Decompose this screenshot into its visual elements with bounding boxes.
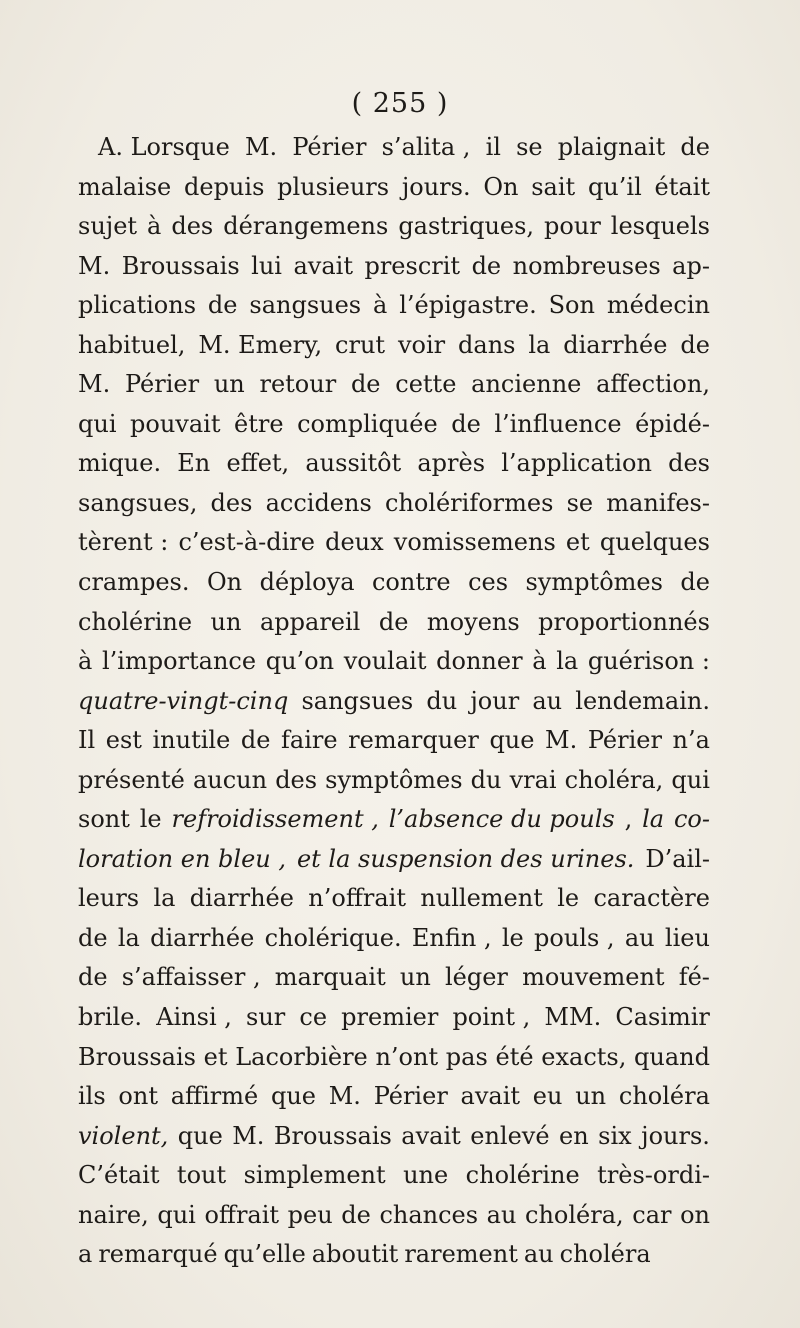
text-word: Son: [548, 291, 595, 320]
text-word: très-ordi-: [597, 1161, 710, 1190]
text-line: [78, 682, 710, 722]
text-word: lesquels: [610, 212, 710, 241]
text-word: aucun: [192, 765, 268, 794]
text-line: [78, 247, 710, 287]
text-word: ces: [468, 568, 509, 597]
text-word: voulait: [343, 647, 427, 676]
text-word: de: [680, 133, 710, 161]
text-word: avait: [401, 1121, 461, 1150]
text-word: quelques: [599, 528, 710, 557]
text-word: s’affaisser ,: [121, 963, 261, 992]
text-word: plaignait: [557, 133, 666, 161]
text-line: [78, 405, 710, 445]
text-word: En: [177, 449, 211, 478]
text-word: que: [270, 1082, 316, 1111]
text-word: ce: [299, 1003, 328, 1032]
text-word: symptômes: [525, 568, 663, 597]
text-word: brile.: [78, 1003, 143, 1032]
text-word: A. Lorsque: [98, 133, 230, 161]
text-word: cholérine: [465, 1161, 580, 1190]
text-word: des: [668, 449, 710, 478]
text-word: fé-: [678, 963, 710, 992]
text-word: pour: [544, 212, 601, 241]
text-word: crampes.: [78, 568, 190, 597]
text-word: car: [632, 1200, 672, 1229]
text-word: diarrhée: [150, 923, 255, 952]
text-word: l’importance: [101, 647, 257, 676]
text-word: effet,: [226, 449, 290, 478]
text-word: sait: [531, 172, 576, 201]
text-word: à: [532, 647, 547, 676]
text-word: pouvait: [130, 409, 221, 438]
text-word: refroidissement ,: [171, 805, 379, 834]
text-word: premier: [341, 1003, 439, 1032]
text-word: Il: [78, 726, 96, 755]
text-word: un: [213, 370, 245, 399]
text-word: sangsues: [249, 291, 362, 320]
text-word: retour: [259, 370, 337, 399]
text-word: C’était: [78, 1161, 160, 1190]
text-word: sangsues: [301, 686, 414, 715]
text-word: point ,: [452, 1003, 531, 1032]
text-word: sur: [246, 1003, 286, 1032]
text-word: qui: [157, 1200, 196, 1229]
text-word: deux: [325, 528, 384, 557]
text-word: choléra: [559, 1240, 651, 1269]
text-word: de: [207, 291, 238, 320]
text-word: était: [654, 172, 710, 201]
text-word: jour: [470, 686, 520, 715]
text-word: en: [559, 1121, 589, 1150]
text-word: s’alita ,: [381, 133, 471, 161]
text-word: après: [417, 449, 486, 478]
text-word: la: [528, 330, 551, 359]
text-word: depuis: [184, 172, 265, 201]
text-word: vrai: [509, 765, 557, 794]
text-line: [78, 721, 710, 761]
text-word: sujet: [78, 212, 138, 241]
text-word: violent,: [78, 1121, 169, 1150]
text-word: l’application: [501, 449, 652, 478]
text-word: n’offrait: [308, 884, 406, 913]
text-word: prescrit: [364, 251, 461, 280]
text-word: un: [575, 1082, 607, 1111]
text-word: se: [566, 488, 594, 517]
text-word: M.: [232, 1121, 265, 1150]
text-word: affection,: [596, 370, 710, 399]
text-line: [78, 603, 710, 643]
text-line: [78, 444, 710, 484]
text-word: un: [210, 607, 242, 636]
text-word: diarrhée: [189, 884, 294, 913]
text-line: [78, 365, 710, 405]
text-word: Périer: [373, 1082, 448, 1111]
text-word: cholériformes: [384, 488, 554, 517]
text-word: des: [171, 212, 214, 241]
text-word: loration en bleu ,: [78, 844, 287, 873]
text-word: M.: [328, 1082, 361, 1111]
text-word: pas: [445, 1042, 488, 1071]
text-word: à: [78, 647, 93, 676]
text-word: chances: [379, 1200, 479, 1229]
text-word: avait: [293, 251, 353, 280]
text-word: avait: [460, 1082, 521, 1111]
text-word: rarement: [404, 1240, 518, 1269]
text-word: mouvement: [522, 963, 665, 992]
text-word: déploya: [259, 568, 355, 597]
text-word: mique.: [78, 449, 162, 478]
text-word: ils: [78, 1082, 106, 1111]
text-word: On: [483, 172, 519, 201]
text-word: qui: [671, 765, 710, 794]
text-word: jours.: [401, 172, 471, 201]
text-word: c’est-à-dire: [178, 528, 315, 557]
text-word: jours.: [641, 1121, 710, 1150]
text-word: qu’elle: [223, 1240, 306, 1269]
text-word: Casimir: [615, 1003, 710, 1032]
text-word: guérison :: [587, 647, 710, 676]
text-word: choléra,: [564, 765, 664, 794]
text-word: MM.: [544, 1003, 602, 1032]
text-word: lieu: [664, 923, 710, 952]
text-word: plications: [78, 291, 197, 320]
text-word: quand: [634, 1042, 710, 1071]
text-word: être: [234, 409, 284, 438]
text-word: ,: [624, 805, 633, 834]
text-word: peu: [287, 1200, 333, 1229]
text-word: au: [532, 686, 563, 715]
text-line: [78, 642, 710, 682]
text-line: [78, 879, 710, 919]
text-word: l’influence: [494, 409, 622, 438]
text-word: à: [147, 212, 162, 241]
text-word: affirmé: [170, 1082, 259, 1111]
text-word: M.: [545, 726, 578, 755]
text-line: [78, 800, 710, 840]
text-word: symptômes: [325, 765, 463, 794]
text-word: été: [495, 1042, 534, 1071]
text-word: qu’il: [587, 172, 642, 201]
text-word: offrait: [204, 1200, 280, 1229]
text-word: présenté: [78, 765, 185, 794]
text-word: de: [680, 330, 710, 359]
text-word: cette: [395, 370, 457, 399]
text-word: habituel,: [78, 330, 186, 359]
text-word: et: [203, 1042, 228, 1071]
text-line: [78, 207, 710, 247]
text-word: vomissemens: [393, 528, 556, 557]
text-word: des: [210, 488, 253, 517]
text-word: Périer: [292, 133, 367, 161]
text-word: plusieurs: [277, 172, 390, 201]
text-word: M. Emery,: [198, 330, 323, 359]
text-word: choléra,: [525, 1200, 624, 1229]
text-word: ancienne: [471, 370, 582, 399]
text-word: contre: [371, 568, 451, 597]
text-word: le: [139, 805, 162, 834]
text-word: à: [373, 291, 388, 320]
text-word: malaise: [78, 172, 172, 201]
text-line: [78, 563, 710, 603]
text-word: cholérine: [78, 607, 193, 636]
text-word: faire: [281, 726, 338, 755]
text-word: sont: [78, 805, 130, 834]
text-word: donner: [436, 647, 523, 676]
text-word: choléra: [618, 1082, 710, 1111]
text-word: Périer: [124, 370, 200, 399]
text-word: On: [206, 568, 243, 597]
text-word: gastriques,: [398, 212, 535, 241]
text-word: ont: [118, 1082, 158, 1111]
text-word: qui: [78, 409, 117, 438]
text-word: inutile: [152, 726, 231, 755]
text-word: le: [557, 884, 580, 913]
text-line: [78, 1077, 710, 1117]
text-word: M.: [244, 133, 278, 161]
text-word: simplement: [243, 1161, 386, 1190]
text-word: lendemain.: [575, 686, 710, 715]
text-line: [78, 523, 710, 563]
text-word: moyens: [426, 607, 520, 636]
text-word: remarqué: [98, 1240, 218, 1269]
text-line: [78, 761, 710, 801]
text-word: il: [485, 133, 501, 161]
text-word: la: [153, 884, 176, 913]
text-line: [78, 998, 710, 1038]
text-word: Broussais: [78, 1042, 196, 1071]
text-word: de: [350, 370, 381, 399]
text-word: une: [403, 1161, 449, 1190]
text-word: enlevé: [470, 1121, 550, 1150]
text-word: de: [378, 607, 409, 636]
text-word: de: [471, 251, 502, 280]
text-word: crut: [335, 330, 386, 359]
text-word: de: [451, 409, 481, 438]
text-word: M.: [78, 370, 111, 399]
text-word: de: [341, 1200, 371, 1229]
text-line: [78, 1038, 710, 1078]
text-word: n’a: [672, 726, 710, 755]
text-word: sangsues,: [78, 488, 198, 517]
text-word: au: [523, 1240, 554, 1269]
text-word: marquait: [274, 963, 386, 992]
text-word: léger: [444, 963, 508, 992]
text-word: appareil: [259, 607, 361, 636]
text-line: [78, 168, 710, 208]
text-word: aboutit: [311, 1240, 399, 1269]
text-word: nombreuses: [512, 251, 661, 280]
text-word: remarquer: [348, 726, 479, 755]
text-word: pouls ,: [534, 923, 615, 952]
text-word: au: [624, 923, 655, 952]
text-word: que: [177, 1121, 223, 1150]
text-line: [78, 128, 710, 168]
page-number: ( 255 ): [351, 88, 449, 119]
text-word: co-: [673, 805, 710, 834]
text-word: M.: [78, 251, 111, 280]
text-word: qu’on: [265, 647, 335, 676]
text-word: de: [240, 726, 271, 755]
text-word: six: [598, 1121, 632, 1150]
text-word: compliquée: [297, 409, 438, 438]
text-word: Enfin ,: [411, 923, 492, 952]
text-word: D’ail-: [645, 844, 710, 873]
text-word: cholérique.: [264, 923, 402, 952]
text-word: Lacorbière: [235, 1042, 368, 1071]
text-word: Broussais: [121, 251, 240, 280]
text-word: exacts,: [541, 1042, 627, 1071]
text-word: dérangemens: [223, 212, 389, 241]
text-word: ap-: [672, 251, 710, 280]
text-word: la: [642, 805, 665, 834]
text-word: Ainsi ,: [156, 1003, 232, 1032]
body-text: [78, 128, 710, 1275]
text-line: [78, 958, 710, 998]
text-word: de: [78, 963, 108, 992]
text-word: de: [680, 568, 710, 597]
text-word: se: [516, 133, 543, 161]
text-word: Périer: [587, 726, 662, 755]
text-word: diarrhée: [563, 330, 668, 359]
text-word: eu: [532, 1082, 563, 1111]
text-word: tout: [176, 1161, 227, 1190]
text-line: [78, 1235, 710, 1275]
text-word: et la suspension des urines.: [296, 844, 635, 873]
text-word: Broussais: [273, 1121, 392, 1150]
text-line: [78, 286, 710, 326]
text-word: aussitôt: [305, 449, 402, 478]
text-line: [78, 1117, 710, 1157]
text-word: naire,: [78, 1200, 149, 1229]
text-word: médecin: [606, 291, 710, 320]
text-word: au: [486, 1200, 517, 1229]
text-word: et: [565, 528, 590, 557]
text-word: n’ont: [375, 1042, 439, 1071]
text-word: de: [78, 923, 108, 952]
text-word: que: [489, 726, 535, 755]
text-word: a: [78, 1240, 93, 1269]
text-word: du: [470, 765, 502, 794]
text-word: quatre-vingt-cinq: [78, 686, 289, 715]
text-word: on: [680, 1200, 710, 1229]
text-word: l’absence du pouls: [388, 805, 615, 834]
text-word: accidens: [265, 488, 372, 517]
text-word: tèrent :: [78, 528, 169, 557]
text-line: [78, 484, 710, 524]
text-word: l’épigastre.: [399, 291, 537, 320]
text-line: [78, 840, 710, 880]
text-word: nullement: [420, 884, 543, 913]
text-word: voir: [397, 330, 446, 359]
text-word: la: [117, 923, 140, 952]
text-word: épidé-: [635, 409, 710, 438]
text-word: est: [105, 726, 142, 755]
text-word: la: [556, 647, 579, 676]
text-word: lui: [251, 251, 282, 280]
text-word: le: [501, 923, 524, 952]
text-line: [78, 1196, 710, 1236]
text-word: manifes-: [606, 488, 710, 517]
text-word: leurs: [78, 884, 140, 913]
text-word: un: [399, 963, 431, 992]
text-line: [78, 1156, 710, 1196]
text-word: dans: [458, 330, 516, 359]
text-word: des: [275, 765, 318, 794]
text-word: caractère: [593, 884, 710, 913]
text-word: du: [426, 686, 458, 715]
text-word: proportionnés: [538, 607, 710, 636]
text-line: [78, 919, 710, 959]
text-line: [78, 326, 710, 366]
